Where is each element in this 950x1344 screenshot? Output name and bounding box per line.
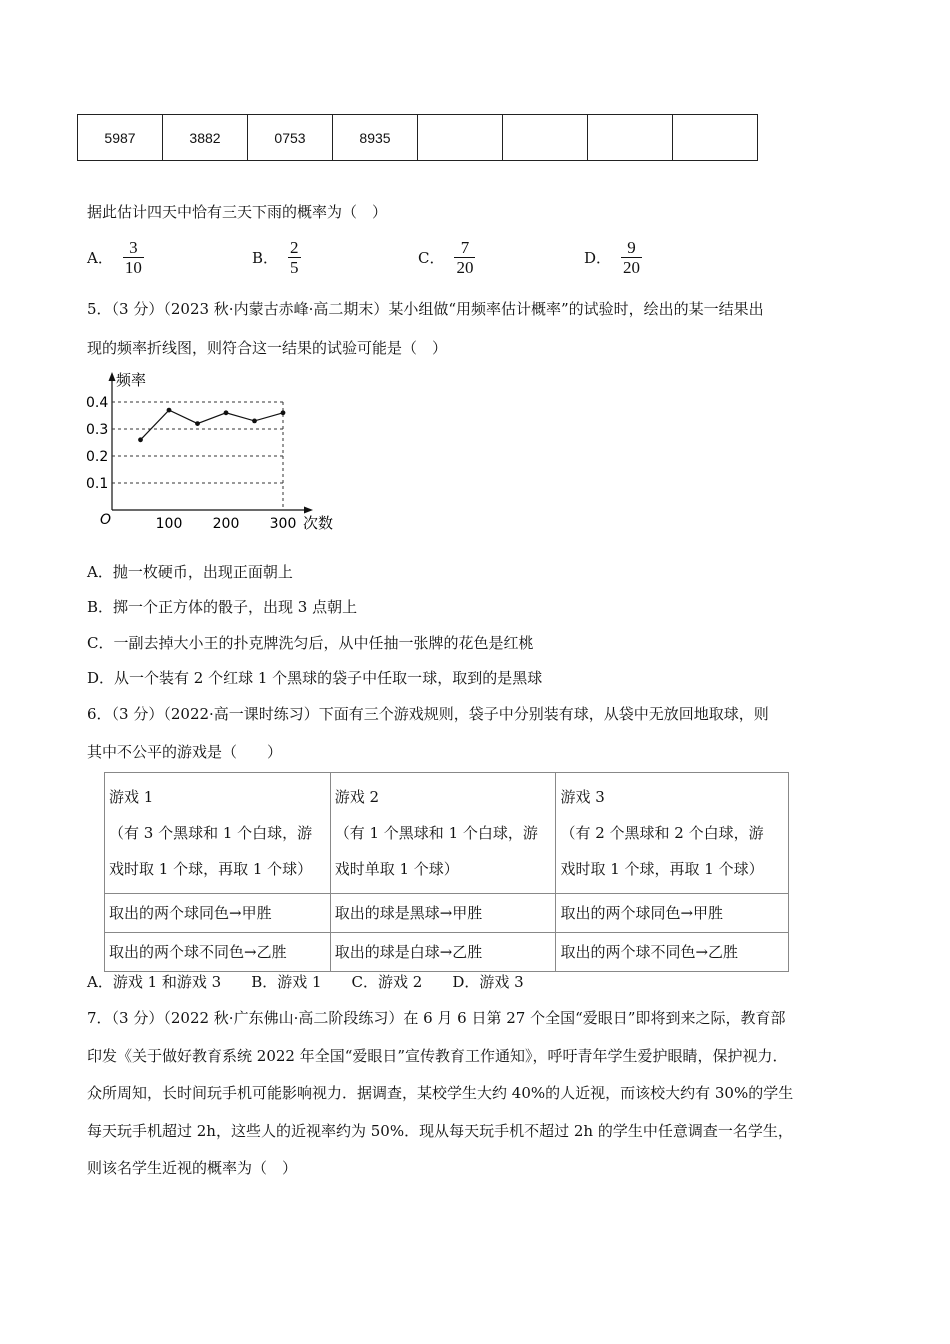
origin-label: O [100, 512, 112, 528]
denominator: 10 [124, 258, 142, 277]
table-cell: 5987 [78, 115, 163, 161]
q4-option-b[interactable] [252, 238, 301, 277]
q7-line3: 众所周知，长时间玩手机可能影响视力．据调查，某校学生大约 40%的人近视，而该校大约有 30%的学生 [87, 1084, 794, 1102]
table-cell: 0753 [248, 115, 333, 161]
table-cell [673, 115, 758, 161]
table-cell [418, 115, 503, 161]
option-label: B． [252, 249, 279, 267]
q6-stem-line2: 其中不公平的游戏是（ ） [87, 743, 283, 761]
x-tick-label: 200 [212, 516, 240, 532]
fraction [454, 238, 475, 277]
game-desc-line2: 戏时取 1 个球，再取 1 个球） [560, 860, 764, 878]
q4-option-d[interactable] [584, 238, 642, 277]
denominator: 20 [623, 258, 641, 277]
table-cell: 8935 [333, 115, 418, 161]
game-desc-line1: （有 1 个黑球和 1 个白球，游 [334, 824, 538, 842]
fraction [288, 238, 301, 277]
table-cell: 取出的两个球同色→甲胜 [105, 894, 331, 933]
q7-line2: 印发《关于做好教育系统 2022 年全国“爱眼日”宣传教育工作通知》，呼吁青年学生爱护眼睛，保护视力． [87, 1047, 788, 1065]
q4-option-c[interactable] [418, 238, 475, 277]
numerator: 2 [290, 238, 299, 257]
game-desc-line1: （有 3 个黑球和 1 个白球，游 [109, 824, 313, 842]
denominator: 20 [456, 258, 474, 277]
table-cell [588, 115, 673, 161]
data-point [138, 437, 143, 442]
random-number-table [77, 114, 758, 161]
series-line [141, 410, 284, 440]
numerator: 3 [129, 238, 138, 257]
game-1-header [105, 773, 331, 894]
data-point [252, 419, 257, 424]
q5-option-c[interactable]: C．一副去掉大小王的扑克牌洗匀后，从中任抽一张牌的花色是红桃 [87, 634, 534, 652]
game-title: 游戏 3 [560, 788, 605, 806]
table-cell: 取出的球是白球→乙胜 [330, 933, 556, 972]
y-axis-label: 频率 [116, 371, 147, 389]
q5-option-a[interactable]: A．抛一枚硬币，出现正面朝上 [87, 563, 293, 581]
q5-stem-line2: 现的频率折线图，则符合这一结果的试验可能是（ ） [87, 339, 448, 357]
q6-stem-line1: 6．（3 分）（2022·高一课时练习）下面有三个游戏规则，袋子中分别装有球，从袋中无放回地取球，则 [87, 705, 769, 723]
q4-option-a[interactable] [87, 238, 144, 277]
games-table [104, 772, 789, 972]
data-point [167, 408, 172, 413]
table-cell: 取出的球是黑球→甲胜 [330, 894, 556, 933]
q5-stem-line1: 5．（3 分）（2023 秋·内蒙古赤峰·高二期末）某小组做“用频率估计概率”的试验时，绘出的某一结果出 [87, 300, 764, 318]
x-axis-arrow [304, 507, 313, 514]
data-point [281, 410, 286, 415]
table-cell: 3882 [163, 115, 248, 161]
x-axis-label: 次数 [303, 514, 334, 532]
q5-option-d[interactable]: D．从一个装有 2 个红球 1 个黑球的袋子中任取一球，取到的是黑球 [87, 669, 543, 687]
table-cell: 取出的两个球不同色→乙胜 [556, 933, 789, 972]
x-tick-label: 100 [155, 516, 183, 532]
fraction [621, 238, 642, 277]
option-label: D． [584, 249, 612, 267]
q6-options[interactable]: A．游戏 1 和游戏 3 B．游戏 1 C．游戏 2 D．游戏 3 [87, 973, 524, 991]
q5-option-b[interactable]: B．掷一个正方体的骰子，出现 3 点朝上 [87, 598, 358, 616]
y-axis-arrow [109, 372, 116, 381]
q7-line1: 7．（3 分）（2022 秋·广东佛山·高二阶段练习）在 6 月 6 日第 27 个全国“爱眼日”即将到来之际，教育部 [87, 1009, 786, 1027]
q4-stem: 据此估计四天中恰有三天下雨的概率为（ ） [87, 203, 388, 221]
table-cell [503, 115, 588, 161]
frequency-line-chart [80, 366, 350, 536]
x-tick-label: 300 [269, 516, 297, 532]
table-cell: 取出的两个球同色→甲胜 [556, 894, 789, 933]
y-tick-label: 0.1 [86, 476, 109, 492]
y-tick-label: 0.2 [86, 449, 109, 465]
denominator: 5 [290, 258, 299, 277]
game-title: 游戏 1 [109, 788, 154, 806]
game-desc-line2: 戏时单取 1 个球） [334, 860, 459, 878]
game-3-header [556, 773, 789, 894]
fraction [123, 238, 144, 277]
table-cell: 取出的两个球不同色→乙胜 [105, 933, 331, 972]
y-tick-label: 0.3 [86, 422, 109, 438]
game-desc-line1: （有 2 个黑球和 2 个白球，游 [560, 824, 764, 842]
option-label: A． [87, 249, 113, 267]
q7-line5: 则该名学生近视的概率为（ ） [87, 1159, 298, 1177]
data-point [224, 410, 229, 415]
option-label: C． [418, 249, 445, 267]
game-title: 游戏 2 [334, 788, 380, 806]
numerator: 9 [627, 238, 636, 257]
numerator: 7 [460, 238, 470, 257]
game-2-header [330, 773, 556, 894]
data-point [195, 421, 200, 426]
game-desc-line2: 戏时取 1 个球，再取 1 个球） [109, 860, 313, 878]
q7-line4: 每天玩手机超过 2h，这些人的近视率约为 50%．现从每天玩手机不超过 2h 的学生中任意调查一名学生， [87, 1122, 793, 1140]
y-tick-label: 0.4 [86, 395, 109, 411]
